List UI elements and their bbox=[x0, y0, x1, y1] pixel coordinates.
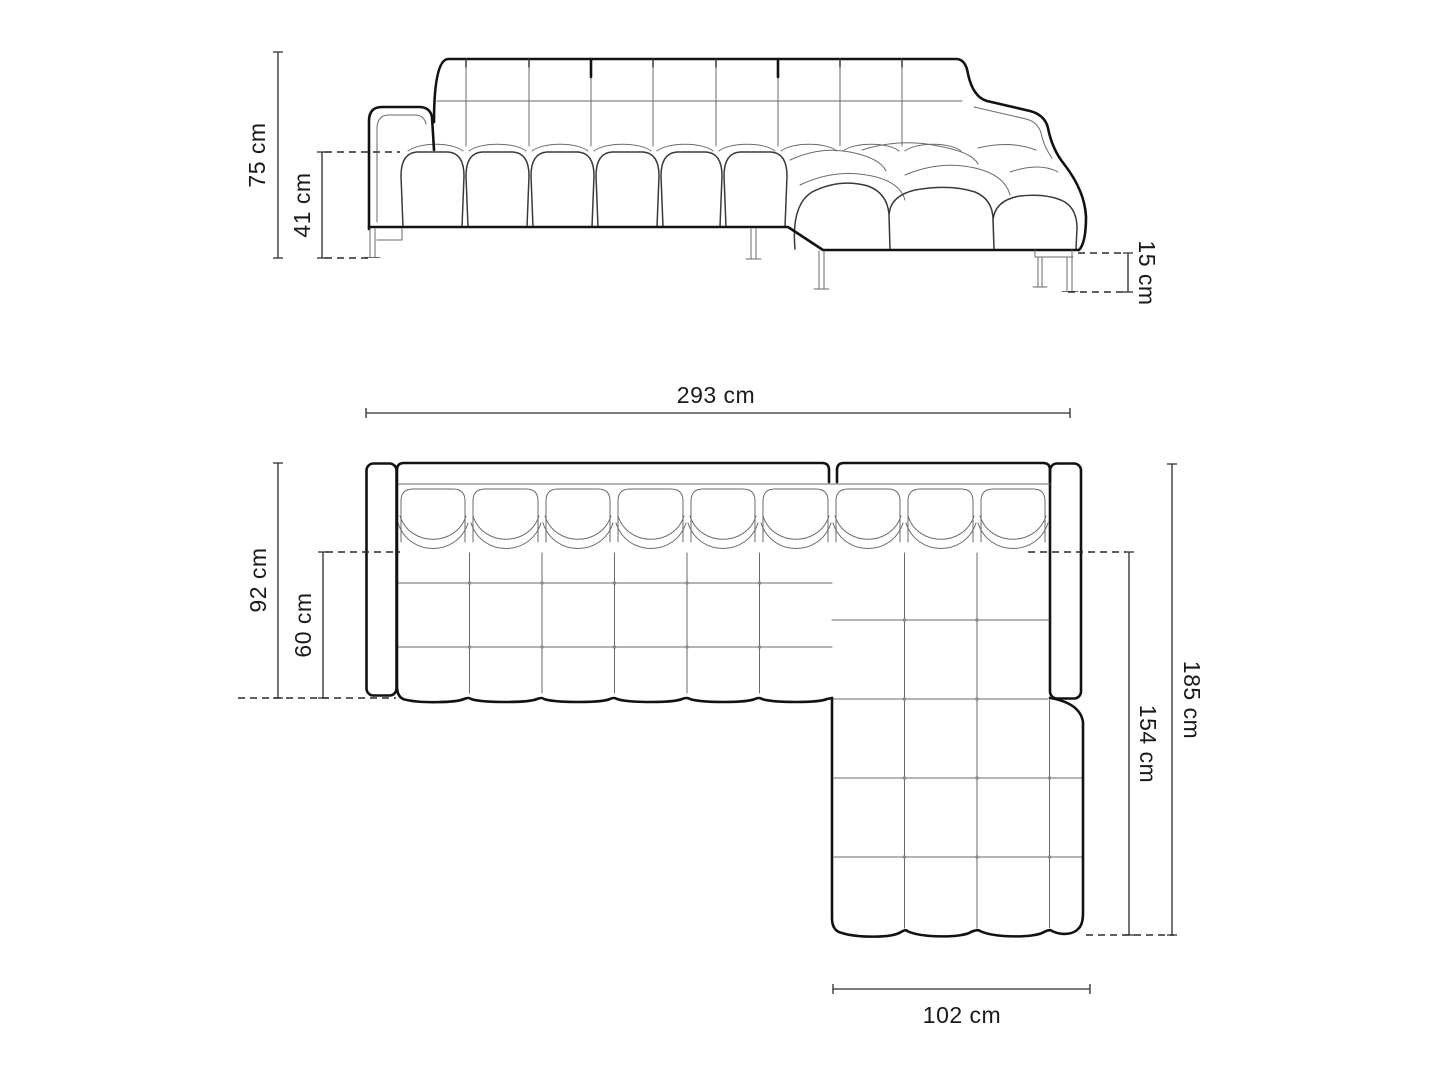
plan-chaise-outline bbox=[832, 698, 1083, 937]
dimension-label-41: 41 cm bbox=[289, 172, 315, 238]
dimension-chaise-length bbox=[1028, 552, 1161, 935]
dimension-chaise-width bbox=[833, 984, 1090, 1028]
plan-view bbox=[238, 382, 1205, 1028]
dimension-leg-height bbox=[1068, 240, 1160, 305]
plan-left-armrest bbox=[367, 464, 397, 696]
plan-back-band-left bbox=[397, 463, 829, 482]
dimension-label-293: 293 cm bbox=[676, 382, 756, 408]
dimension-line bbox=[1124, 552, 1134, 935]
dimension-line bbox=[317, 152, 327, 258]
main-seat-grid bbox=[397, 553, 832, 693]
dimension-total-height bbox=[244, 52, 283, 258]
dimension-line bbox=[1123, 253, 1133, 292]
dimension-line bbox=[273, 463, 283, 698]
dimension-line bbox=[1167, 464, 1177, 935]
chaise-cushion-fronts bbox=[794, 183, 1077, 249]
plan-sofa-drawing bbox=[367, 463, 1084, 937]
dimension-line bbox=[366, 408, 1070, 418]
plan-right-armrest bbox=[1050, 464, 1081, 699]
plan-back-cushions bbox=[398, 489, 1048, 549]
dimension-label-60: 60 cm bbox=[290, 592, 316, 658]
chaise-cushion-top-arcs bbox=[790, 143, 1058, 200]
dimension-seat-height bbox=[289, 152, 400, 258]
dimension-label-75: 75 cm bbox=[244, 122, 270, 188]
base-frame bbox=[369, 227, 1078, 250]
front-sofa-drawing bbox=[365, 59, 1086, 292]
seat-cushions bbox=[401, 152, 787, 227]
backrest-deep-seams bbox=[591, 59, 778, 77]
dimension-total-depth bbox=[245, 463, 283, 698]
back-cushion-outlines bbox=[401, 489, 1045, 542]
dimension-line bbox=[833, 984, 1090, 994]
legs bbox=[365, 229, 1078, 292]
backrest-contour bbox=[434, 59, 1086, 250]
back-cushion-scallops bbox=[398, 516, 1048, 549]
backrest-dividers bbox=[466, 68, 902, 146]
chaise-grid bbox=[832, 553, 1082, 928]
rear-seat-arcs bbox=[408, 144, 961, 151]
dimension-line bbox=[273, 52, 283, 258]
chaise-near-leg bbox=[814, 251, 829, 289]
dimension-total-width bbox=[366, 382, 1070, 418]
middle-leg bbox=[746, 229, 761, 259]
left-leg bbox=[365, 229, 402, 258]
dimension-line bbox=[318, 552, 328, 698]
dimension-label-92: 92 cm bbox=[245, 547, 271, 613]
dimension-label-15: 15 cm bbox=[1134, 240, 1160, 306]
dimension-depth-with-chaise bbox=[1086, 464, 1205, 935]
plan-back-band-right bbox=[837, 463, 1050, 482]
dimension-label-185: 185 cm bbox=[1179, 660, 1205, 740]
front-view bbox=[244, 52, 1160, 306]
chaise-right-leg bbox=[1033, 250, 1078, 292]
dimension-label-154: 154 cm bbox=[1135, 704, 1161, 784]
dimension-label-102: 102 cm bbox=[922, 1002, 1002, 1028]
